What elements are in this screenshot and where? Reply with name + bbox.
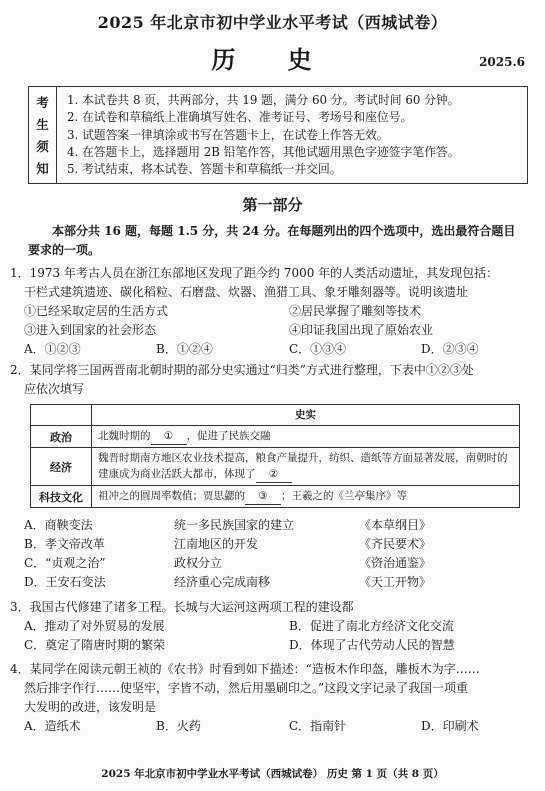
q3-option-d[interactable]: D．体现了古代劳动人民的智慧 [289,638,455,652]
question-3 [10,598,535,655]
q4-stem-line: 4．某同学在阅读元朝王祯的《农书》时看到如下描述：“造板木作印盔，雕板木为字…… [10,662,480,676]
subject-title: 历 史 [211,45,334,74]
option-text: 江南地区的开发 [174,537,259,551]
q4-stem-line: 大发明的改进，该发明是 [24,700,157,714]
option-text: 《本草纲目》 [359,518,432,532]
q2-option-c[interactable] [24,554,545,573]
q1-statement: ④印证我国出现了原始农业 [289,323,434,337]
q4-option-b[interactable]: B．火药 [156,719,201,733]
cell-text: ；王羲之的《兰亭集序》等 [281,490,407,502]
table-row [31,485,519,507]
option-text: 政权分立 [174,556,223,570]
option-label: B．孝文帝改革 [24,537,105,551]
table-row [31,425,519,447]
option-text: 统一多民族国家的建立 [174,518,295,532]
notice-item: 1. 本试卷共 8 页，共两部分，共 19 题，满分 60 分。考试时间 60 分钟。 [67,93,460,107]
blank-2: ② [256,466,292,483]
notice-list [67,92,460,178]
table-cell [92,486,519,507]
q2-option-a[interactable] [24,516,545,535]
notice-head-char: 知 [36,161,49,176]
question-1 [10,264,535,359]
q2-history-table [30,404,520,508]
q1-option-b[interactable]: B．①②④ [156,342,213,356]
question-2 [10,361,535,399]
candidate-notice-box [28,86,528,184]
option-label: D．王安石变法 [24,575,106,589]
option-label: A．商鞅变法 [24,518,93,532]
notice-item: 2. 在试卷和草稿纸上准确填写姓名、准考证号、考场号和座位号。 [67,110,413,125]
option-text: 经济重心完成南移 [174,575,271,589]
option-label: C．“贞观之治” [24,556,106,570]
q4-option-c[interactable]: C．指南针 [289,719,347,733]
table-row-label: 科技文化 [31,486,92,507]
q4-option-a[interactable]: A．造纸术 [24,719,81,733]
section-intro: 本部分共 16 题，每题 1.5 分，共 24 分。在每题列出的四个选项中，选出最符合题目要求的一项。 [28,224,516,257]
table-col-header: 史实 [295,409,316,421]
q3-option-b[interactable]: B．促进了南北方经济文化交流 [289,619,454,633]
q3-stem: 3．我国古代修建了诸多工程。长城与大运河这两项工程的建设都 [10,600,354,614]
page-footer: 2025 年北京市初中学业水平考试（西城试卷） 历史 第 1 页（共 8 页） [101,768,444,780]
q2-options [10,516,545,592]
exam-date: 2025.6 [479,55,525,69]
cell-text: 魏晋时期南方地区农业技术提高，粮食产量提升，纺织、造纸等方面显著发展，南朝时的建康成为商业活跃大都市，体现了 [98,452,508,480]
option-text: 《资治通鉴》 [359,556,432,570]
q2-option-b[interactable] [24,535,545,554]
q1-stem-line: 1．1973 年考古人员在浙江东部地区发现了距今约 7000 年的人类活动遗址，其发现包括： [10,266,499,280]
q1-option-c[interactable]: C．①③④ [289,342,347,356]
table-cell [92,426,519,447]
option-text: 《齐民要术》 [359,537,432,551]
notice-item: 3. 试题答案一律填涂或书写在答题卡上，在试卷上作答无效。 [67,127,389,142]
q4-stem-line: 然后排字作行……使坚牢，字皆不动，然后用墨刷印之。”这段文字记录了我国一项重 [24,681,469,695]
notice-item: 4. 在答题卡上，选择题用 2B 铅笔作答，其他试题用黑色字迹签字笔作答。 [67,144,460,159]
q1-option-a[interactable]: A．①②③ [24,342,81,356]
q1-stem-line: 干栏式建筑遗迹、碳化稻粒、石磨盘、炊器、渔猎工具、象牙雕刻器等。说明该遗址 [24,285,469,299]
cell-text: ，促进了民族交融 [186,430,271,442]
notice-head-char: 考 [36,95,49,110]
notice-head-char: 须 [36,139,49,154]
q1-option-d[interactable]: D．②③④ [421,342,479,356]
table-row-label: 政治 [31,426,92,447]
cell-text: 祖冲之的圆周率数值；贾思勰的 [98,490,245,502]
question-4 [10,660,535,736]
notice-heading [29,87,57,183]
notice-head-char: 生 [36,117,49,132]
q1-statement: ①已经采取定居的生活方式 [24,304,169,318]
blank-3: ③ [245,488,281,505]
q4-option-d[interactable]: D．印刷术 [421,719,479,733]
q3-option-a[interactable]: A．推动了对外贸易的发展 [24,619,165,633]
cell-text: 北魏时期的 [98,430,151,442]
q1-statement: ②居民掌握了雕刻等技术 [289,304,422,318]
q2-option-d[interactable] [24,573,545,592]
table-cell [92,448,519,485]
notice-item: 5. 考试结束，将本试卷、答题卡和草稿纸一并交回。 [67,162,342,177]
exam-title: 2025 年北京市初中学业水平考试（西城试卷） [97,13,448,32]
q2-stem-line: 应依次填写 [24,382,85,396]
q3-option-c[interactable]: C．奠定了隋唐时期的繁荣 [24,638,166,652]
table-corner-cell [31,405,92,425]
option-text: 《天工开物》 [359,575,432,589]
blank-1: ① [151,428,187,445]
q1-statement: ③进入到国家的社会形态 [24,323,157,337]
table-row-label: 经济 [31,448,92,485]
q2-stem-line: 2．某同学将三国两晋南北朝时期的部分史实通过“归类”方式进行整理，下表中①②③处 [10,363,474,377]
section-title: 第一部分 [242,196,303,214]
table-row [31,447,519,485]
